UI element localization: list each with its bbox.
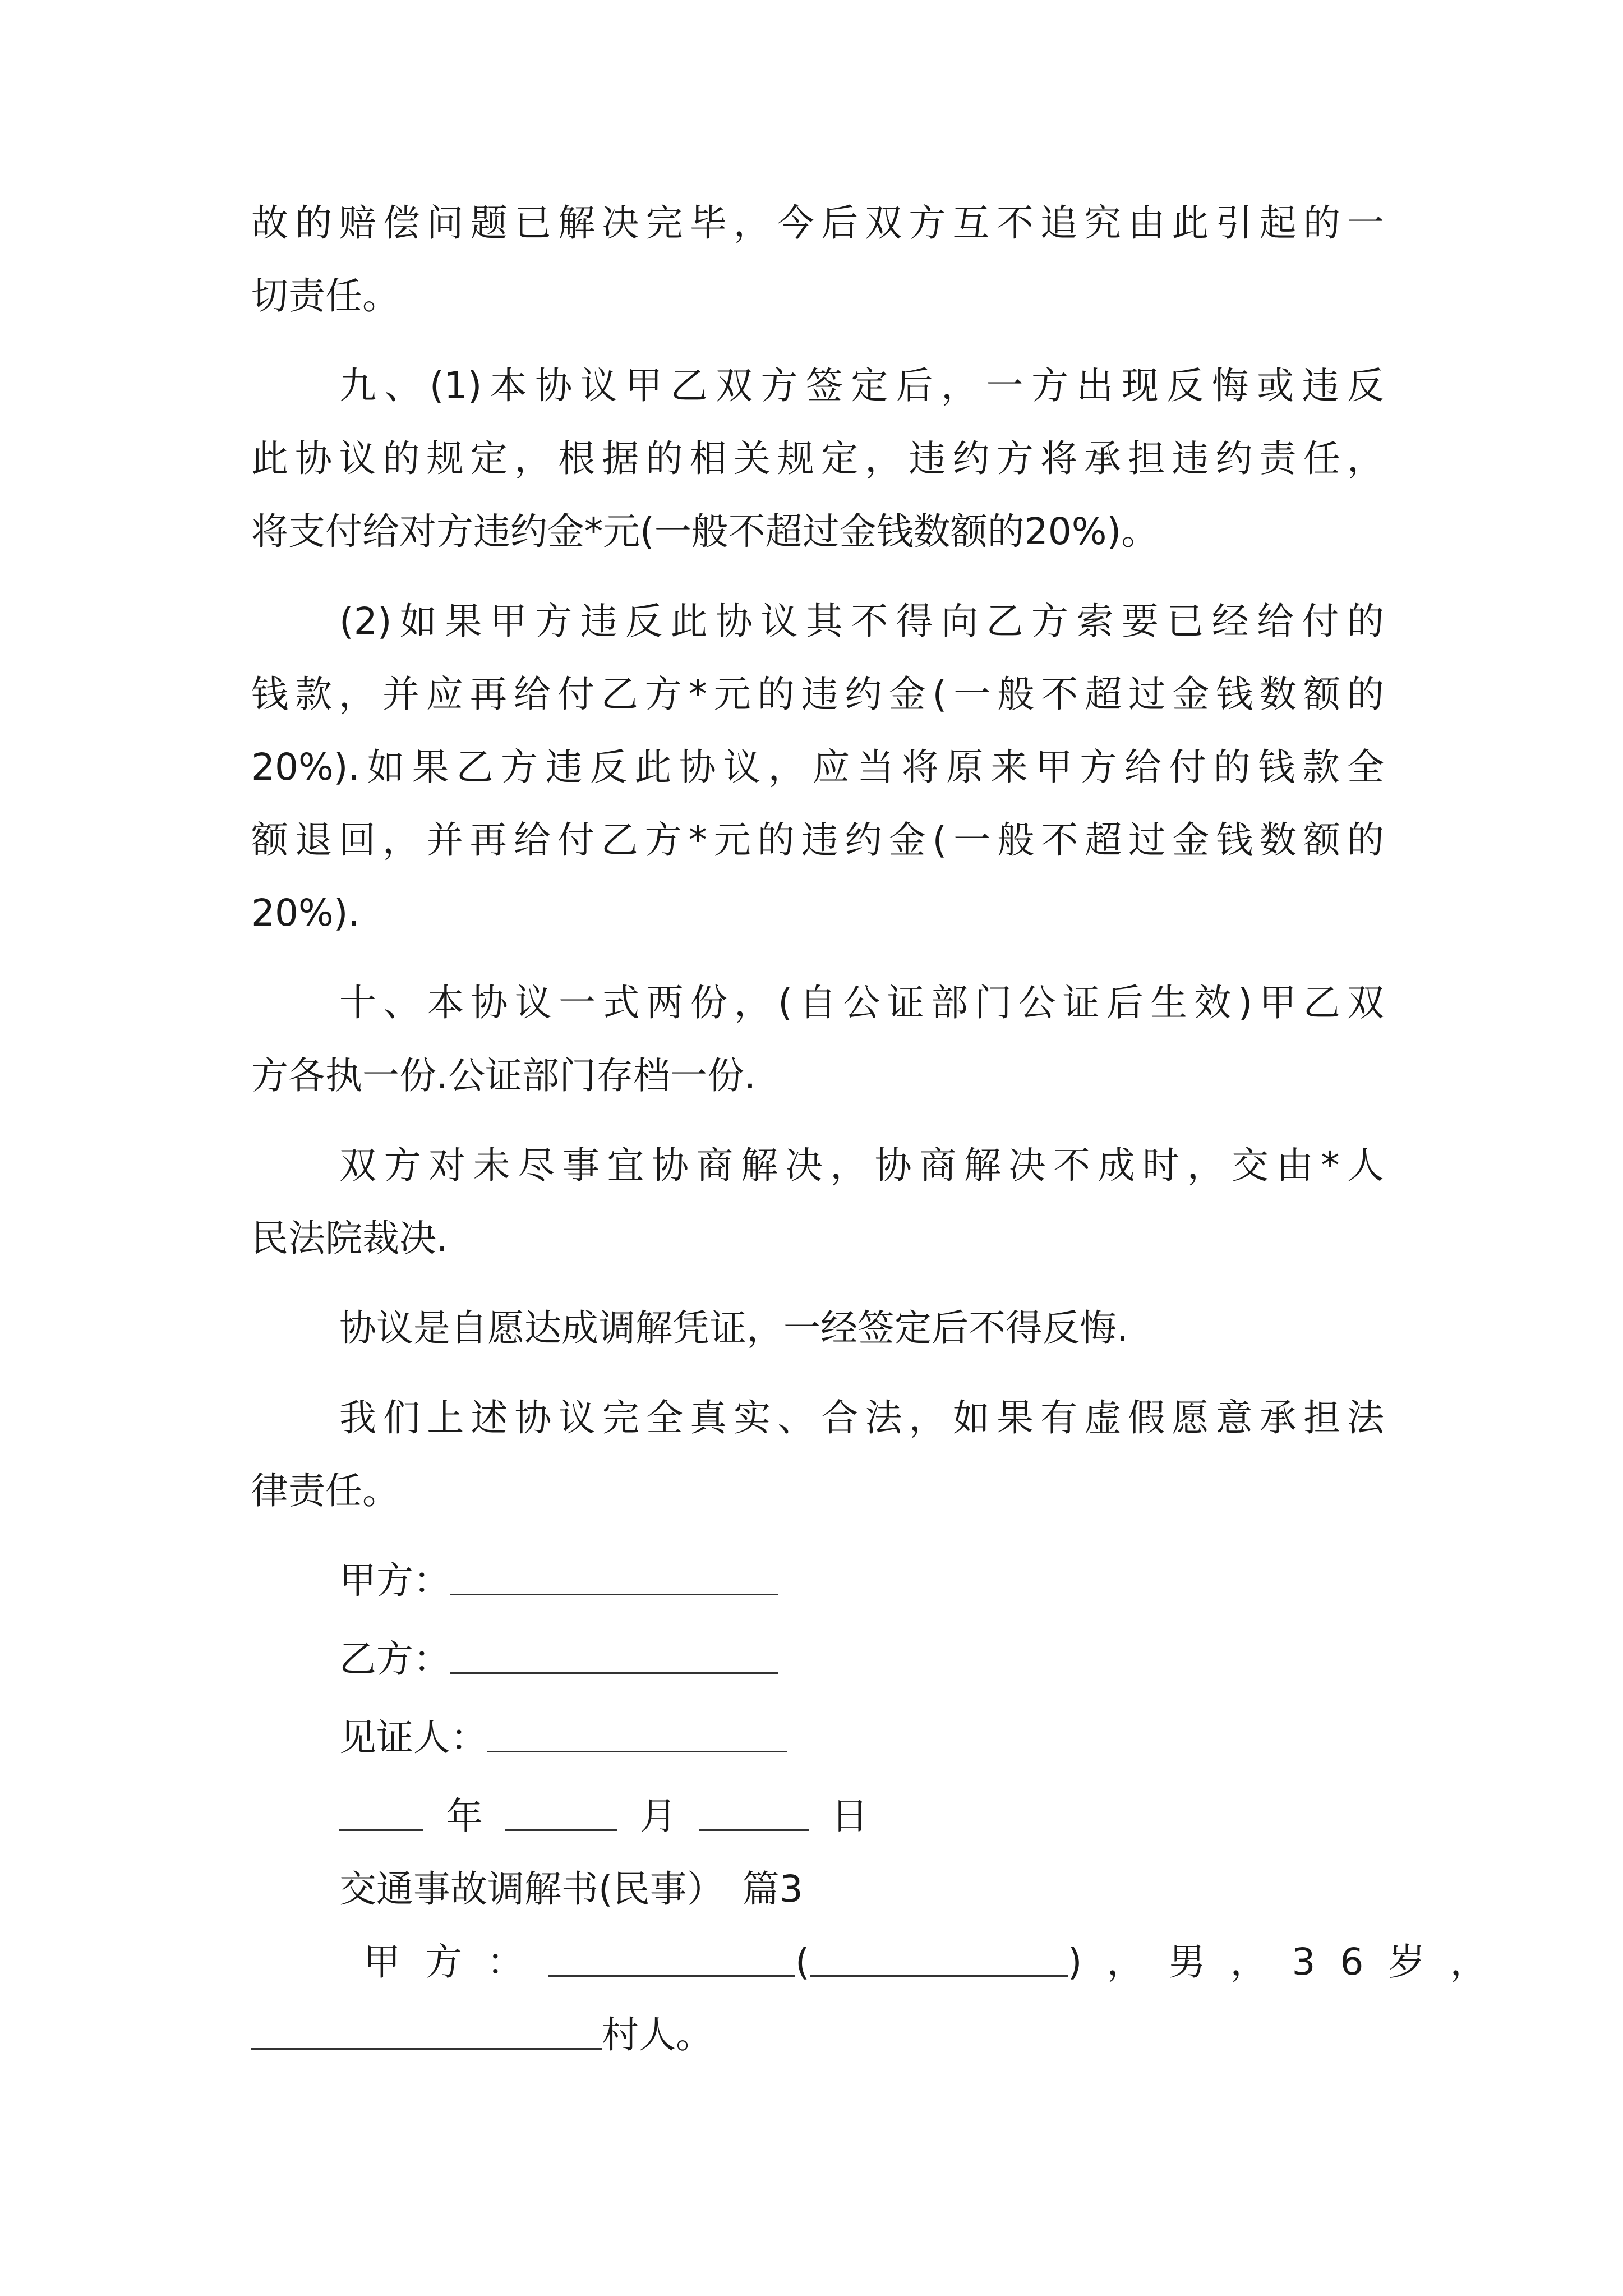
party-a-village-tail: 村人。	[602, 2013, 713, 2056]
party-a-info-line	[363, 1934, 1512, 1990]
clause-nine-2-line-4: 额退回，并再给付乙方*元的违约金(一般不超过金钱数额的	[251, 818, 1384, 862]
month-blank	[505, 1793, 617, 1831]
year-blank	[339, 1793, 423, 1831]
signature-party-b	[339, 1631, 1384, 1687]
clause-nine-2-line-3: 20%).如果乙方违反此协议，应当将原来甲方给付的钱款全	[251, 746, 1384, 789]
dispute-line-1: 双方对未尽事宜协商解决，协商解决不成时，交由*人	[339, 1144, 1384, 1187]
clause-nine-2-line-1: (2)如果甲方违反此协议其不得向乙方索要已经给付的	[339, 600, 1384, 643]
clause-nine-1-line-2: 此协议的规定，根据的相关规定，违约方将承担违约责任，	[251, 437, 1384, 480]
truth-line-1: 我们上述协议完全真实、合法，如果有虚假愿意承担法	[339, 1396, 1384, 1439]
compensation-line-2: 切责任。	[251, 274, 399, 318]
clause-nine-1-line-3: 将支付给对方违约金*元(一般不超过金钱数额的20%)。	[251, 510, 1159, 553]
clause-ten-line-2: 方各执一份.公证部门存档一份.	[251, 1054, 756, 1097]
day-blank	[699, 1793, 809, 1831]
clause-nine-1-line-1: 九、(1)本协议甲乙双方签定后，一方出现反悔或违反	[339, 364, 1384, 407]
witness-label: 见证人：	[339, 1716, 487, 1759]
dispute-line-2: 民法院裁决.	[251, 1217, 448, 1260]
month-label: 月	[640, 1795, 677, 1838]
party-a-label: 甲方：	[339, 1559, 450, 1602]
signature-witness	[339, 1710, 1384, 1766]
year-label: 年	[446, 1795, 483, 1838]
party-a-gender-age: )，男，36岁，	[1067, 1940, 1512, 1984]
section-title: 交通事故调解书(民事） 篇3	[339, 1867, 803, 1911]
party-a-village-blank	[251, 2012, 602, 2050]
clause-nine-2-line-2: 钱款，并应再给付乙方*元的违约金(一般不超过金钱数额的	[251, 673, 1384, 716]
day-label: 日	[831, 1795, 868, 1838]
voluntary-line: 协议是自愿达成调解凭证，一经签定后不得反悔.	[339, 1306, 1128, 1350]
date-line	[339, 1788, 1384, 1844]
witness-blank	[487, 1715, 787, 1752]
party-a-open-paren: (	[795, 1940, 810, 1984]
compensation-line-1: 故的赔偿问题已解决完毕，今后双方互不追究由此引起的一	[251, 201, 1384, 245]
party-a-info-label: 甲方：	[363, 1940, 548, 1984]
party-a-blank	[450, 1558, 778, 1595]
clause-nine-2-line-5: 20%).	[251, 891, 360, 935]
party-b-label: 乙方：	[339, 1637, 450, 1681]
party-b-blank	[450, 1636, 778, 1674]
clause-ten-line-1: 十、本协议一式两份，(自公证部门公证后生效)甲乙双	[339, 981, 1384, 1024]
signature-party-a	[339, 1553, 1384, 1609]
party-a-name-blank	[548, 1939, 795, 1977]
party-a-village-line	[251, 2007, 1384, 2063]
party-a-alias-blank	[810, 1939, 1068, 1977]
truth-line-2: 律责任。	[251, 1469, 399, 1512]
